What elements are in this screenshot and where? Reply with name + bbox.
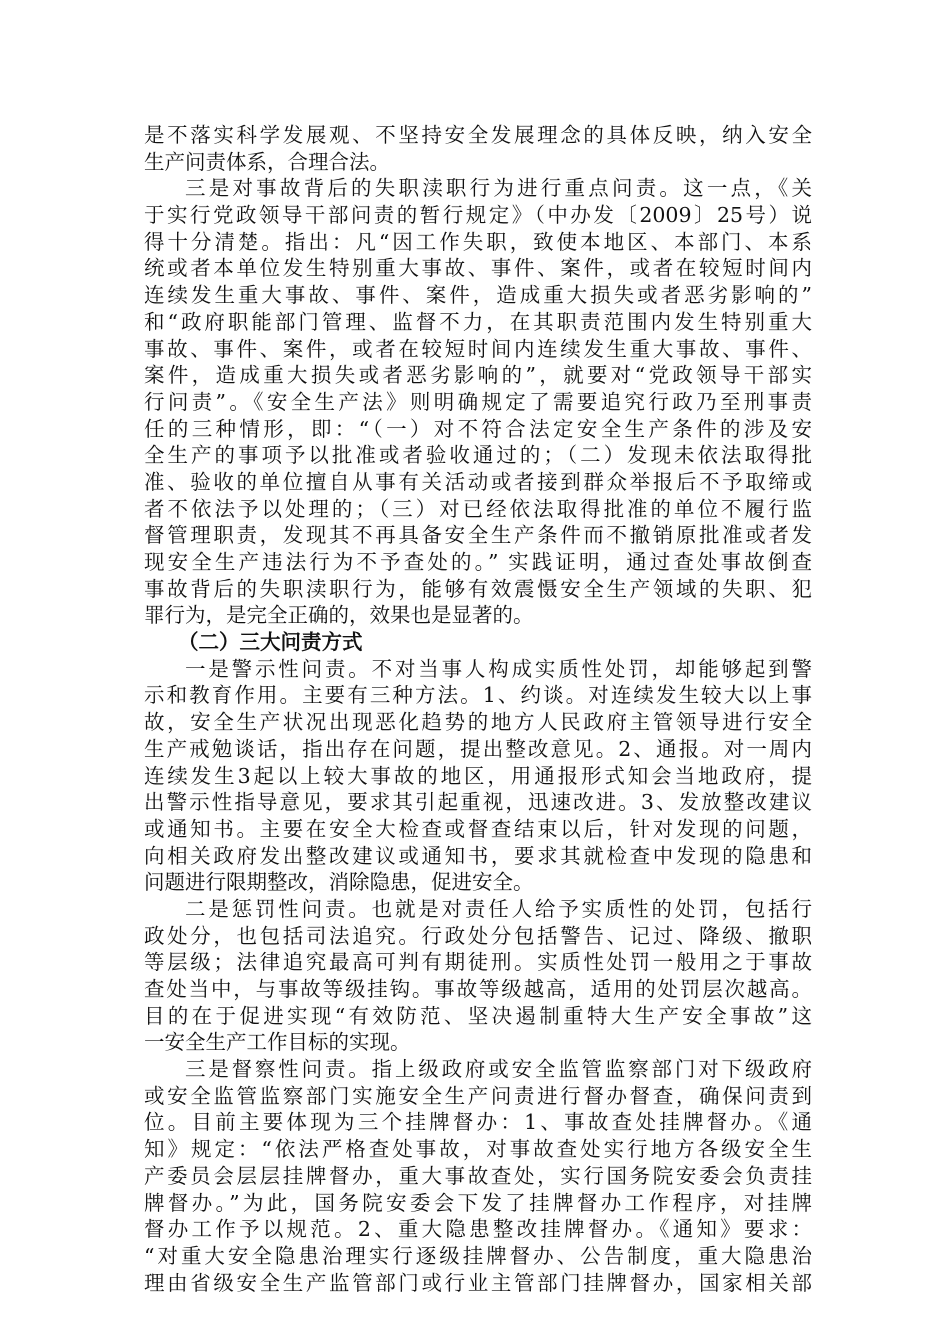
text-line: 示和教育作用。主要有三种方法。1、约谈。对连续发生较大以上事 — [144, 683, 812, 708]
text-line: 任的三种情形，即：“（一）对不符合法定安全生产条件的涉及安 — [144, 416, 812, 441]
text-line: 生产问责体系，合理合法。 — [144, 149, 390, 174]
text-line: 一是警示性问责。不对当事人构成实质性处罚，却能够起到警 — [185, 656, 812, 681]
text-line: 督管理职责，发现其不再具备安全生产条件而不撤销原批准或者发 — [144, 523, 812, 548]
text-line: 罪行为，是完全正确的，效果也是显著的。 — [144, 603, 534, 628]
text-line: 产委员会层层挂牌督办，重大事故查处，实行国务院安委会负责挂 — [144, 1163, 812, 1188]
text-line: 连续发生重大事故、事件、案件，造成重大损失或者恶劣影响的” — [144, 283, 812, 308]
text-line: 或通知书。主要在安全大检查或督查结束以后，针对发现的问题， — [144, 816, 812, 841]
text-line: 知》规定：“依法严格查处事故，对事故查处实行地方各级安全生 — [144, 1137, 812, 1162]
text-line: 故，安全生产状况出现恶化趋势的地方人民政府主管领导进行安全 — [144, 710, 812, 735]
text-line: “对重大安全隐患治理实行逐级挂牌督办、公告制度，重大隐患治 — [144, 1243, 812, 1268]
text-line: 等层级；法律追究最高可判有期徒刑。实质性处罚一般用之于事故 — [144, 950, 812, 975]
text-line: 或安全监管监察部门实施安全生产问责进行督办督查，确保问责到 — [144, 1083, 812, 1108]
text-line: 全生产的事项予以批准或者验收通过的；（二）发现未依法取得批 — [144, 443, 812, 468]
text-line: 一安全生产工作目标的实现。 — [144, 1030, 411, 1055]
text-line: 查处当中，与事故等级挂钩。事故等级越高，适用的处罚层次越高。 — [144, 977, 812, 1001]
text-line: 督办工作予以规范。2、重大隐患整改挂牌督办。《通知》要求： — [144, 1217, 812, 1242]
text-line: 统或者本单位发生特别重大事故、事件、案件，或者在较短时间内 — [144, 256, 812, 281]
text-line: 得十分清楚。指出：凡“因工作失职，致使本地区、本部门、本系 — [144, 229, 812, 254]
text-line: 二是惩罚性问责。也就是对责任人给予实质性的处罚，包括行 — [185, 896, 812, 921]
text-line: 政处分，也包括司法追究。行政处分包括警告、记过、降级、撤职 — [144, 923, 812, 948]
text-line: 三是督察性问责。指上级政府或安全监管监察部门对下级政府 — [185, 1057, 812, 1082]
text-line: 和“政府职能部门管理、监督不力，在其职责范围内发生特别重大 — [144, 309, 812, 334]
text-line: 现安全生产违法行为不予查处的。” 实践证明，通过查处事故倒查 — [144, 550, 812, 574]
text-line: 理由省级安全生产监管部门或行业主管部门挂牌督办，国家相关部 — [144, 1270, 812, 1295]
text-line: 三是对事故背后的失职渎职行为进行重点问责。这一点，《关 — [185, 176, 812, 201]
text-line: 生产戒勉谈话，指出存在问题，提出整改意见。2、通报。对一周内 — [144, 736, 812, 761]
text-line: 准、验收的单位擅自从事有关活动或者接到群众举报后不予取缔或 — [144, 469, 812, 494]
text-line: 事故、事件、案件，或者在较短时间内连续发生重大事故、事件、 — [144, 336, 812, 361]
text-line: 事故背后的失职渎职行为，能够有效震慑安全生产领域的失职、犯 — [144, 576, 812, 601]
text-line: 连续发生3起以上较大事故的地区，用通报形式知会当地政府，提 — [144, 763, 812, 788]
text-line: 是不落实科学发展观、不坚持安全发展理念的具体反映，纳入安全 — [144, 123, 812, 147]
section-heading: （二）三大问责方式 — [178, 630, 363, 655]
text-line: 案件，造成重大损失或者恶劣影响的”，就要对“党政领导干部实 — [144, 363, 812, 388]
document-body — [144, 122, 812, 1296]
text-line: 于实行党政领导干部问责的暂行规定》（中办发〔2009〕25号）说 — [144, 203, 812, 228]
text-line: 行问责”。《安全生产法》则明确规定了需要追究行政乃至刑事责 — [144, 389, 812, 414]
text-line: 向相关政府发出整改建议或通知书，要求其就检查中发现的隐患和 — [144, 843, 812, 868]
text-line: 目的在于促进实现“有效防范、坚决遏制重特大生产安全事故”这 — [144, 1003, 812, 1028]
text-line: 出警示性指导意见，要求其引起重视，迅速改进。3、发放整改建议 — [144, 790, 812, 815]
text-line: 者不依法予以处理的；（三）对已经依法取得批准的单位不履行监 — [144, 496, 812, 521]
text-line: 问题进行限期整改，消除隐患，促进安全。 — [144, 870, 534, 895]
text-line: 牌督办。”为此，国务院安委会下发了挂牌督办工作程序，对挂牌 — [144, 1190, 812, 1215]
text-line: 位。目前主要体现为三个挂牌督办：1、事故查处挂牌督办。《通 — [144, 1110, 812, 1135]
